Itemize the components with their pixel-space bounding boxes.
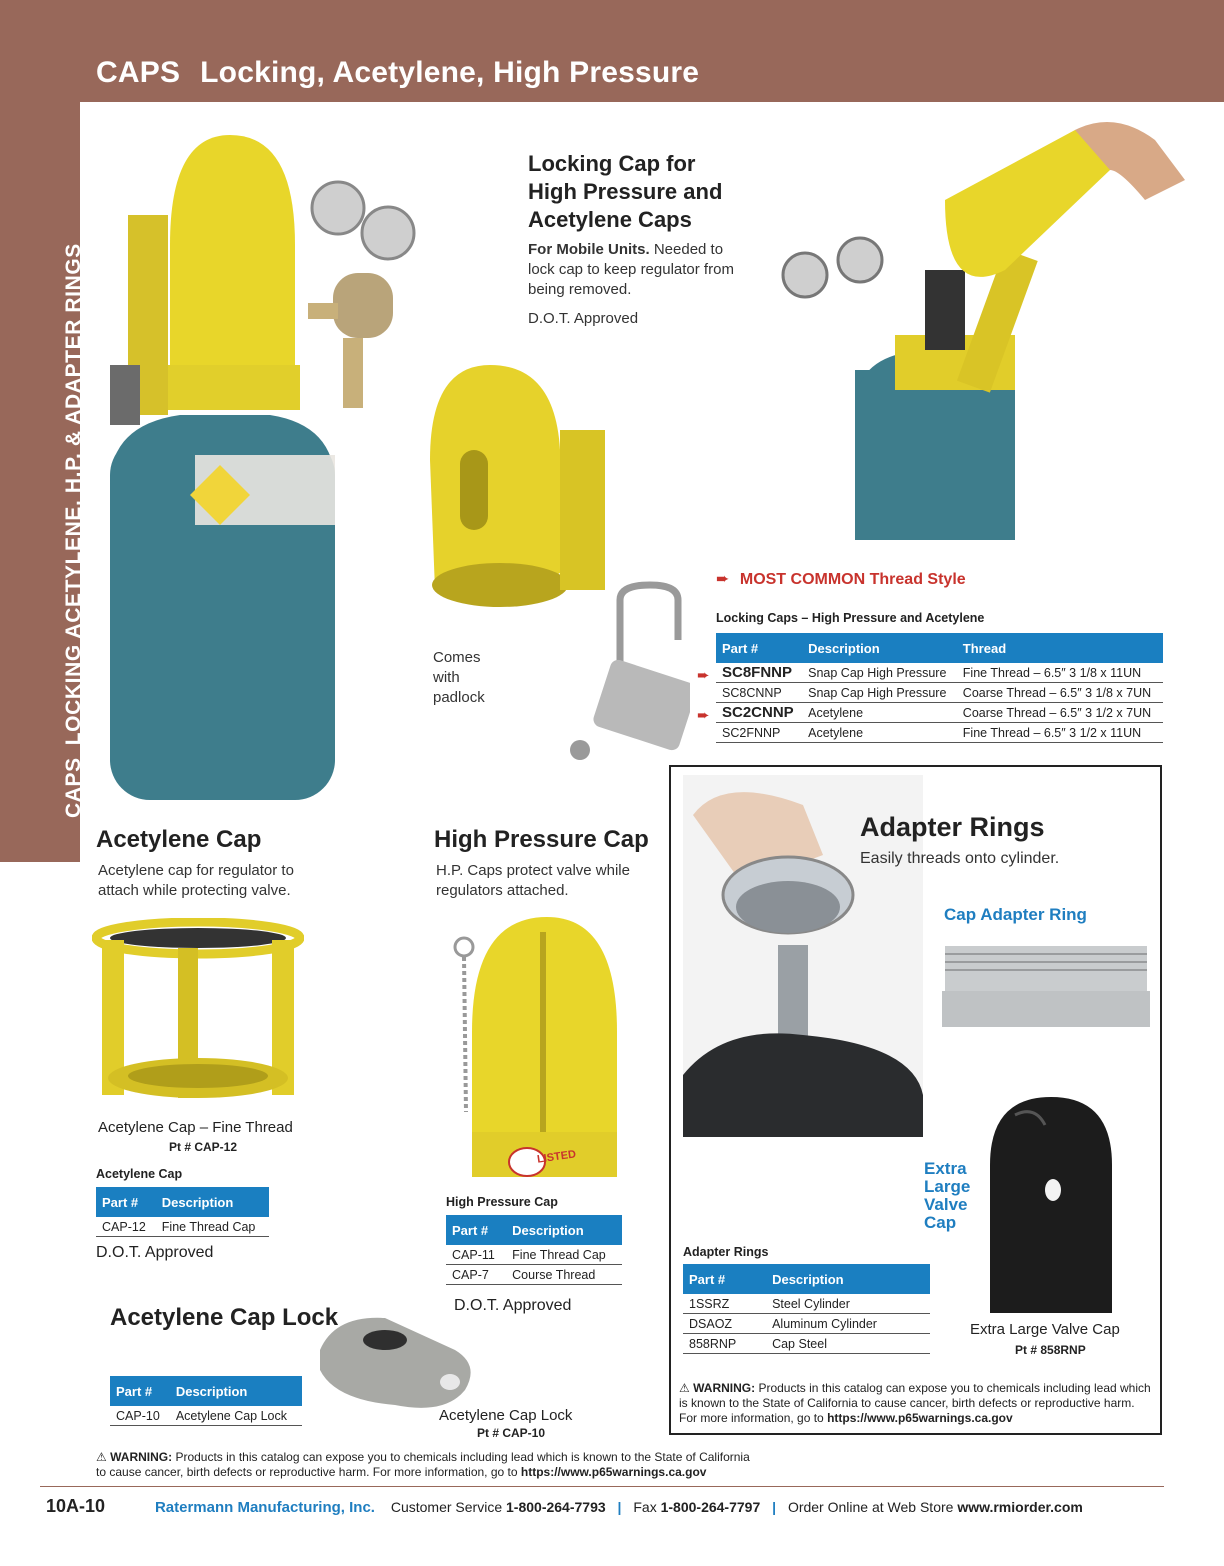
table-row: SC8CNNP Snap Cap High Pressure Coarse Thread – 6.5″ 3 1/8 x 7UN (716, 683, 1163, 703)
regulator-image (308, 178, 418, 408)
table-row: 858RNP Cap Steel (683, 1334, 930, 1354)
locking-cap-description: For Mobile Units. Needed to lock cap to keep regulator from being removed. (528, 241, 734, 298)
page-number: 10A-10 (46, 1496, 106, 1516)
separator: | (772, 1499, 777, 1515)
hp-cap-heading: High Pressure Cap (434, 826, 649, 853)
ul-listed-label: LISTED (536, 1148, 577, 1166)
arrow-icon: ➨ (697, 667, 710, 684)
acetylene-cap-image (92, 918, 304, 1100)
arrow-icon: ➨ (716, 571, 730, 588)
adapter-rings-heading: Adapter Rings (860, 812, 1045, 842)
hp-cap-description: H.P. Caps protect valve while regulators attached. (436, 862, 630, 899)
sidebar-label: CAPSLOCKING ACETYLENE, H.P. & ADAPTER RINGS (62, 243, 85, 818)
cap-adapter-ring-image (940, 936, 1152, 1031)
order-online-label: Order Online at Web Store (787, 1499, 954, 1515)
fax-phone: 1-800-264-7797 (660, 1499, 761, 1515)
table-row: SC2CNNP Acetylene Coarse Thread – 6.5″ 3 1/2 x 7UN (716, 703, 1163, 723)
col-part: Part # (683, 1264, 766, 1294)
locking-cap-dot: D.O.T. Approved (528, 310, 639, 327)
company-name: Ratermann Manufacturing, Inc. (154, 1499, 375, 1516)
xl-valve-cap-part-number: Pt # 858RNP (1015, 1343, 1086, 1357)
cap-lock-table (110, 1376, 302, 1426)
table-row: CAP-12 Fine Thread Cap (96, 1217, 269, 1237)
title-subject: Locking, Acetylene, High Pressure (200, 56, 700, 89)
table-row: CAP-7 Course Thread (446, 1265, 622, 1285)
table-row: CAP-10 Acetylene Cap Lock (110, 1406, 302, 1426)
locking-cap-cylinder-image (100, 125, 340, 800)
xl-valve-cap-image (985, 1095, 1117, 1313)
page-title (96, 56, 699, 90)
table-row: SC2FNNP Acetylene Fine Thread – 6.5″ 3 1/2 x 11UN (716, 723, 1163, 743)
acetylene-cap-part-number: Pt # CAP-12 (169, 1140, 238, 1154)
table-row: SC8FNNP Snap Cap High Pressure Fine Thread – 6.5″ 3 1/8 x 11UN (716, 663, 1163, 683)
title-category: CAPS (96, 56, 181, 89)
most-common-note: ➨ MOST COMMON Thread Style (716, 571, 966, 588)
padlock-image (560, 580, 690, 780)
cap-lock-caption: Acetylene Cap Lock (439, 1407, 573, 1424)
cylinder-with-regulator-image (775, 110, 1185, 540)
hp-table-title: High Pressure Cap (446, 1195, 558, 1209)
col-part: Part # (110, 1376, 170, 1406)
acetylene-cap-table (96, 1187, 269, 1237)
locking-cap-heading: Locking Cap for High Pressure and Acetylene Caps (528, 151, 723, 232)
col-part: Part # (96, 1187, 156, 1217)
adapter-table-title: Adapter Rings (683, 1245, 769, 1259)
table-row: 1SSRZ Steel Cylinder (683, 1294, 930, 1314)
locking-table-title: Locking Caps – High Pressure and Acetylene (716, 611, 985, 625)
customer-service-phone: 1-800-264-7793 (506, 1499, 606, 1515)
col-thread: Thread (957, 633, 1163, 663)
cap-lock-heading: Acetylene Cap Lock (110, 1304, 339, 1331)
footer-rule (40, 1486, 1164, 1487)
adapter-warning: ⚠ WARNING: Products in this catalog can expose you to chemicals including lead which is known to the State of California to cause cancer, birth defects or reproductive harm. For more information, go to https://www.p65warnings.ca.gov (679, 1381, 1151, 1425)
locking-caps-table (716, 633, 1163, 743)
col-part: Part # (446, 1215, 506, 1245)
adapter-rings-subtitle: Easily threads onto cylinder. (860, 850, 1060, 867)
acetylene-table-title: Acetylene Cap (96, 1167, 183, 1181)
hp-cap-dot: D.O.T. Approved (454, 1297, 572, 1314)
cap-lock-image (315, 1310, 480, 1420)
customer-service-label: Customer Service (390, 1499, 503, 1515)
cap-adapter-ring-label: Cap Adapter Ring (944, 905, 1087, 924)
col-description: Description (156, 1187, 269, 1217)
acetylene-cap-heading: Acetylene Cap (96, 826, 262, 853)
cap-lock-part-number: Pt # CAP-10 (477, 1426, 546, 1440)
table-row: CAP-11 Fine Thread Cap (446, 1245, 622, 1265)
col-part: Part # (716, 633, 802, 663)
hp-cap-table (446, 1215, 622, 1285)
arrow-icon: ➨ (697, 707, 710, 724)
col-description: Description (506, 1215, 622, 1245)
acetylene-cap-caption: Acetylene Cap – Fine Thread (98, 1119, 293, 1136)
page-warning: ⚠ WARNING: Products in this catalog can expose you to chemicals including lead which is known to the State of California to cause cancer, birth defects or reproductive harm. For more information, go to https://www.p65warnings.ca.gov (96, 1450, 750, 1479)
acetylene-cap-dot: D.O.T. Approved (96, 1244, 214, 1261)
separator: | (617, 1499, 622, 1515)
acetylene-cap-description: Acetylene cap for regulator to attach while protecting valve. (98, 862, 294, 899)
warning-icon: ⚠ (96, 1450, 107, 1464)
xl-valve-cap-caption: Extra Large Valve Cap (970, 1321, 1120, 1338)
col-description: Description (766, 1264, 930, 1294)
fax-label: Fax (633, 1499, 657, 1515)
hp-cap-image (452, 912, 632, 1182)
warning-icon: ⚠ (679, 1381, 690, 1395)
adapter-rings-table (683, 1264, 930, 1354)
footer (46, 1496, 1166, 1522)
padlock-note: Comes with padlock (433, 649, 485, 706)
web-store-link[interactable]: www.rmiorder.com (957, 1499, 1083, 1515)
table-row: DSAOZ Aluminum Cylinder (683, 1314, 930, 1334)
xl-valve-cap-label: Extra Large Valve Cap (924, 1159, 971, 1232)
col-description: Description (170, 1376, 302, 1406)
col-description: Description (802, 633, 957, 663)
